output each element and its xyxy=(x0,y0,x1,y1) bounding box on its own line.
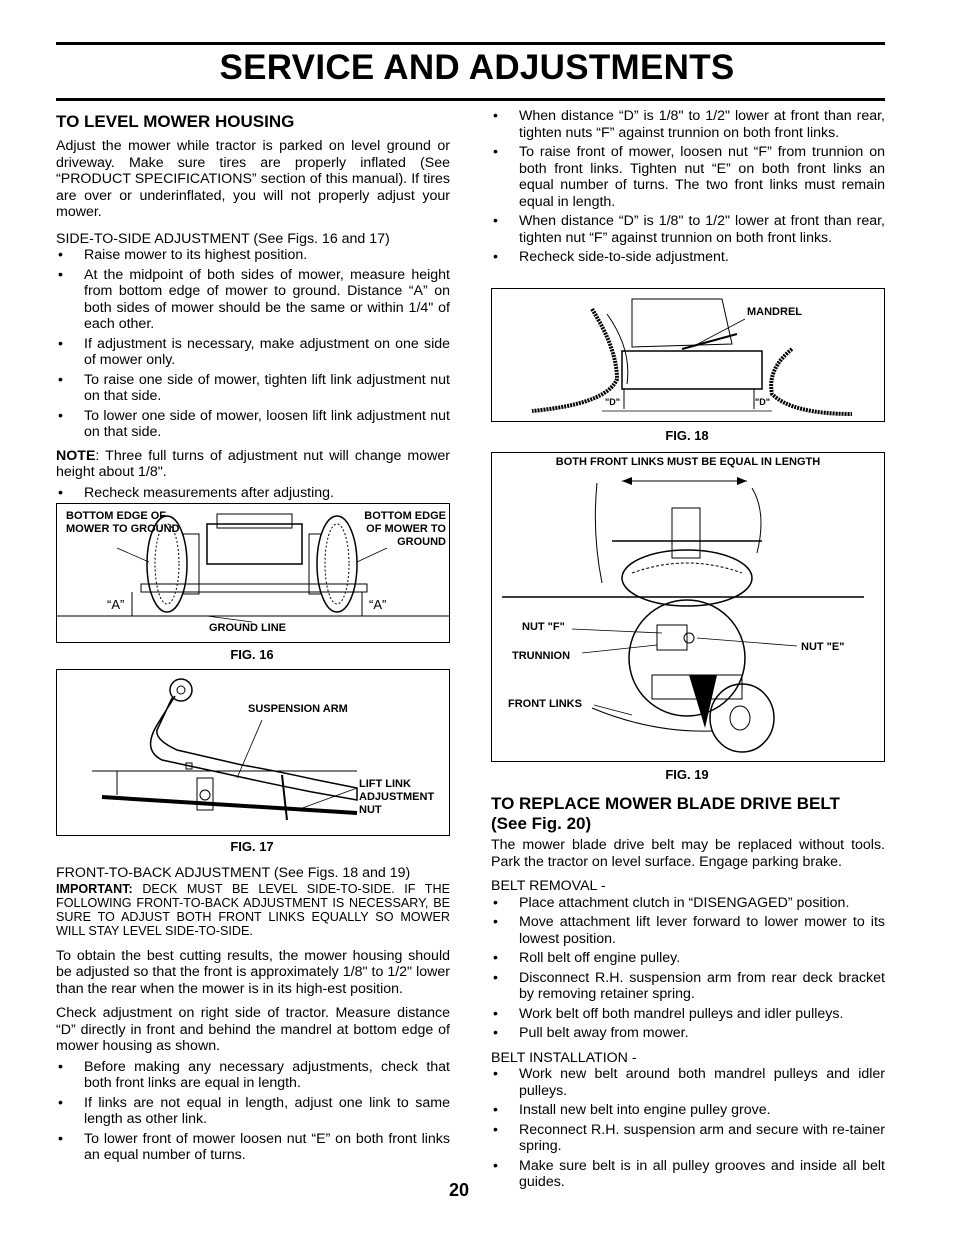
belt-heading: TO REPLACE MOWER BLADE DRIVE BELT xyxy=(491,794,840,813)
front-bullets xyxy=(56,1059,450,1164)
list-item: • Work belt off both mandrel pulleys and idler pulleys. xyxy=(491,1006,885,1023)
list-item: • To lower one side of mower, loosen lift link adjustment nut on that side. xyxy=(56,408,450,441)
belt-intro: The mower blade drive belt may be replaced without tools. Park the tractor on level surface. Engage parking brake. xyxy=(491,837,885,870)
important-note xyxy=(56,882,450,938)
fig18-mandrel: MANDREL xyxy=(747,306,802,318)
fig17-suspension-arm: SUSPENSION ARM xyxy=(248,703,348,715)
fig19-nut-f: NUT "F" xyxy=(522,621,565,633)
figure-19-drawing xyxy=(492,453,884,761)
note-text: : Three full turns of adjustment nut will change mower height about 1/8". xyxy=(56,447,450,480)
fig16-label-right: BOTTOM EDGE OF MOWER TO GROUND xyxy=(364,510,446,548)
fig17-lift-link: LIFT LINK ADJUSTMENT NUT xyxy=(359,778,435,816)
list-item: • To raise front of mower, loosen nut “F” from trunnion on both front links. Tighten nut “E” on both front links an equal number of turns. The two front links must remain equal in length. xyxy=(491,144,885,210)
fig16-label-left: BOTTOM EDGE OF MOWER TO GROUND xyxy=(66,510,180,535)
figure-19 xyxy=(491,452,885,762)
fig19-front-links: FRONT LINKS xyxy=(508,698,582,710)
list-item: • Before making any necessary adjustments, check that both front links are equal in length. xyxy=(56,1059,450,1092)
list-item: • If links are not equal in length, adjust one link to same length as other link. xyxy=(56,1095,450,1128)
fig19-nut-e: NUT "E" xyxy=(801,641,845,653)
list-item: • Make sure belt is in all pulley grooves and inside all belt guides. xyxy=(491,1158,885,1191)
side-adjust-heading: SIDE-TO-SIDE ADJUSTMENT (See Figs. 16 and 17) xyxy=(56,230,390,247)
fig16-a-left: “A” xyxy=(107,597,125,612)
fig19-top-label: BOTH FRONT LINKS MUST BE EQUAL IN LENGTH xyxy=(555,456,821,468)
fig16-a-right: “A” xyxy=(369,597,387,612)
front-adjust-heading: FRONT-TO-BACK ADJUSTMENT (See Figs. 18 and 19) xyxy=(56,865,411,881)
fig18-d-right: "D" xyxy=(755,397,771,407)
figure-18-caption: FIG. 18 xyxy=(665,428,709,443)
level-intro: Adjust the mower while tractor is parked on level ground or driveway. Make sure tires are properly inflated (See “PRODUCT SPECIFICATIONS” section of this manual). If tires are over or underinflated, you will not properly adjust your mower. xyxy=(56,138,450,220)
list-item: • Place attachment clutch in “DISENGAGED” position. xyxy=(491,895,885,912)
list-item: • At the midpoint of both sides of mower, measure height from bottom edge of mower to ground. Distance “A” on both sides of mower should be the same or within 1/4" of each other. xyxy=(56,267,450,333)
right-column-bottom xyxy=(491,794,885,1194)
level-heading: TO LEVEL MOWER HOUSING xyxy=(56,112,295,131)
check-adjust-text: Check adjustment on right side of tractor. Measure distance “D” directly in front and behind the mandrel at bottom edge of mower housing as shown. xyxy=(56,1005,450,1054)
top-rule xyxy=(56,42,885,45)
list-item: • Raise mower to its highest position. xyxy=(56,247,450,264)
figure-18-drawing xyxy=(492,289,884,421)
list-item: • If adjustment is necessary, make adjustment on one side of mower only. xyxy=(56,336,450,369)
figure-17 xyxy=(56,669,450,836)
title-rule xyxy=(56,98,885,101)
list-item: • Reconnect R.H. suspension arm and secure with re-tainer spring. xyxy=(491,1122,885,1155)
list-item: • When distance “D” is 1/8" to 1/2" lower at front than rear, tighten nuts “F” against trunnion on both front links. xyxy=(491,108,885,141)
list-item: • Recheck side-to-side adjustment. xyxy=(491,249,885,266)
figure-19-caption: FIG. 19 xyxy=(665,767,709,782)
list-item: • Pull belt away from mower. xyxy=(491,1025,885,1042)
list-item: • To raise one side of mower, tighten lift link adjustment nut on that side. xyxy=(56,372,450,405)
best-cut-text: To obtain the best cutting results, the mower housing should be adjusted so that the front is approximately 1/8" to 1/2" lower than the rear when the mower is in its high-est position. xyxy=(56,947,450,997)
list-item: • Install new belt into engine pulley grove. xyxy=(491,1102,885,1119)
removal-bullets xyxy=(491,895,885,1042)
note xyxy=(56,448,450,481)
figure-16 xyxy=(56,503,450,643)
left-column-top xyxy=(56,112,450,504)
removal-heading: BELT REMOVAL - xyxy=(491,878,606,894)
belt-subheading: (See Fig. 20) xyxy=(491,814,592,833)
page-number: 20 xyxy=(449,1180,470,1200)
note-label: NOTE xyxy=(56,447,96,464)
important-text: DECK MUST BE LEVEL SIDE-TO-SIDE. IF THE FOLLOWING FRONT-TO-BACK ADJUSTMENT IS NECESSARY, BE SURE TO ADJUST BOTH FRONT LINKS EQUALLY SO MOWER WILL STAY LEVEL SIDE-TO-SIDE. xyxy=(56,881,450,938)
list-item: • When distance “D” is 1/8" to 1/2" lower at front than rear, tighten nut “F” against trunnion on both front links. xyxy=(491,213,885,246)
side-bullets xyxy=(56,247,450,441)
right-top-bullets xyxy=(491,108,885,266)
list-item: • To lower front of mower loosen nut “E” on both front links an equal number of turns. xyxy=(56,1131,450,1164)
page-title: SERVICE AND ADJUSTMENTS xyxy=(219,48,735,87)
list-item: • Recheck measurements after adjusting. xyxy=(56,485,450,502)
list-item: • Disconnect R.H. suspension arm from rear deck bracket by removing retainer spring. xyxy=(491,970,885,1003)
figure-18 xyxy=(491,288,885,422)
fig18-d-left: "D" xyxy=(605,397,621,407)
figure-17-caption: FIG. 17 xyxy=(230,839,274,854)
list-item: • Move attachment lift lever forward to lower mower to its lowest position. xyxy=(491,914,885,947)
fig16-ground-line: GROUND LINE xyxy=(209,622,286,634)
fig19-trunnion: TRUNNION xyxy=(512,650,571,662)
list-item: • Work new belt around both mandrel pulleys and idler pulleys. xyxy=(491,1066,885,1099)
left-column-bottom xyxy=(56,865,450,1167)
install-heading: BELT INSTALLATION - xyxy=(491,1049,637,1066)
list-item: • Roll belt off engine pulley. xyxy=(491,950,885,967)
figure-16-caption: FIG. 16 xyxy=(230,647,274,662)
right-column-top xyxy=(491,108,885,269)
important-label: IMPORTANT: xyxy=(56,881,133,896)
install-bullets xyxy=(491,1066,885,1191)
